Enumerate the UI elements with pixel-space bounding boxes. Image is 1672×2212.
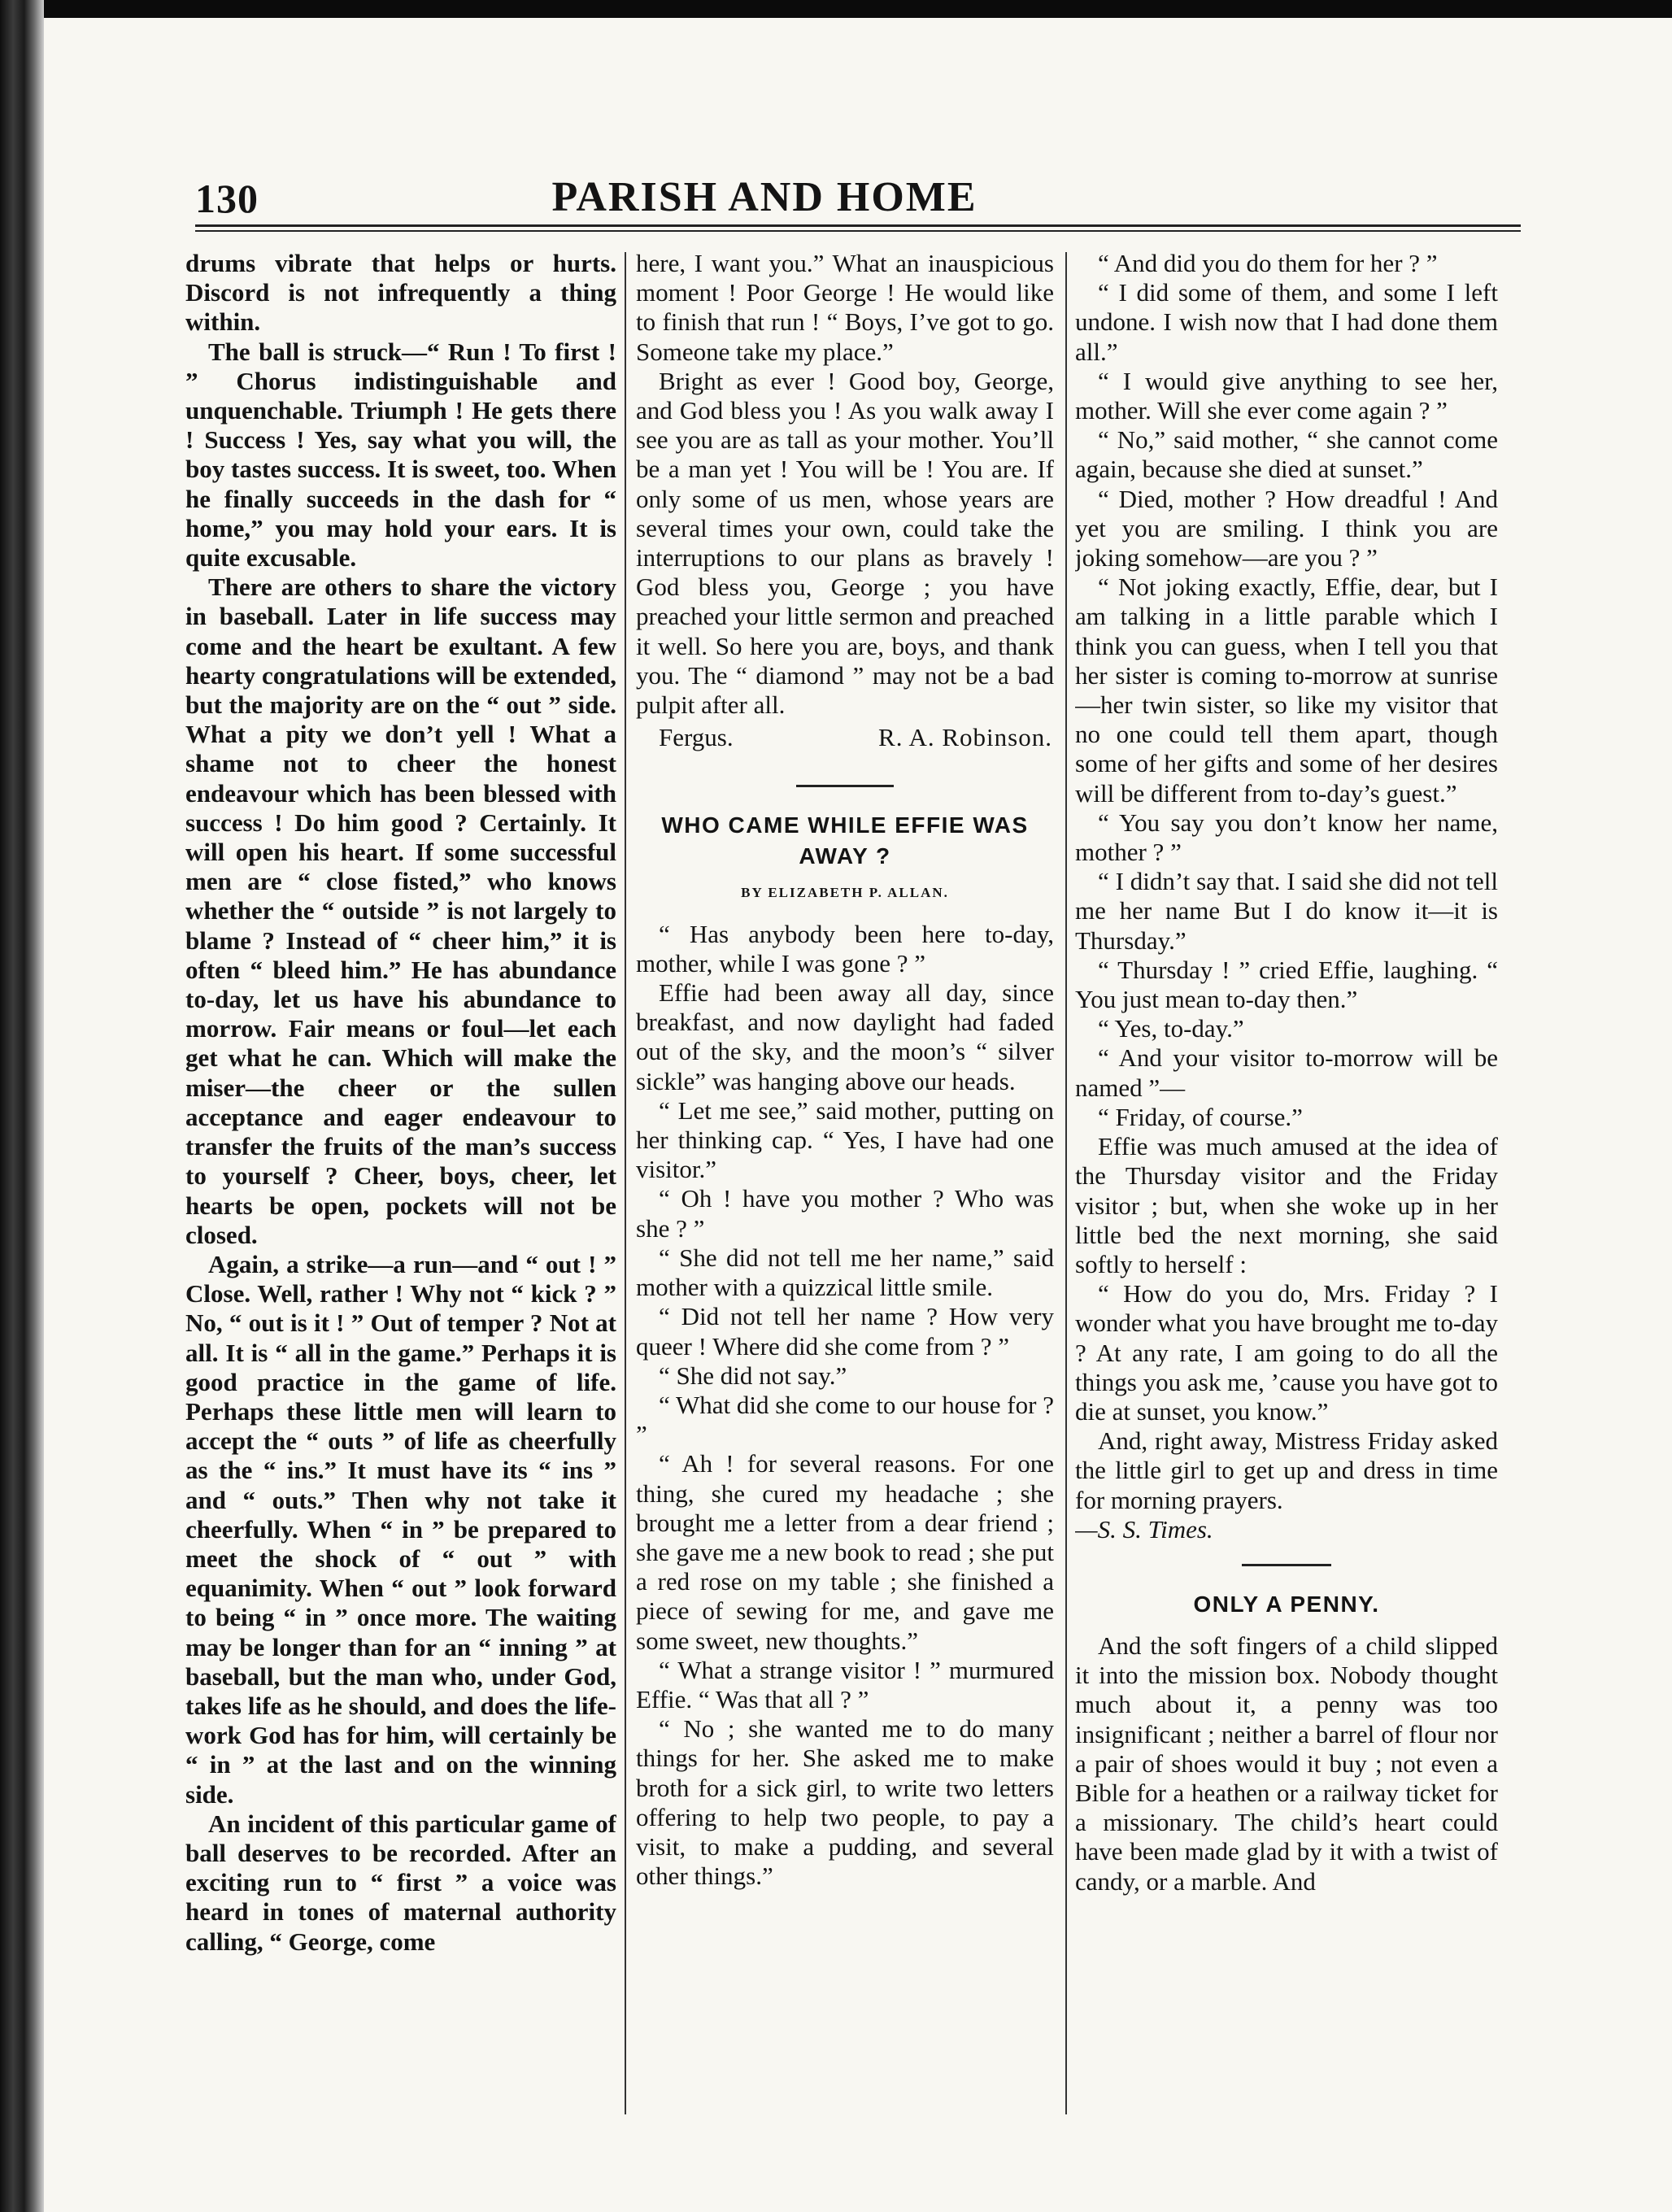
paragraph: “ Did not tell her name ? How very queer ! Where did she come from ? ” (636, 1302, 1054, 1361)
paragraph: “ I would give anything to see her, mother. Will she ever come again ? ” (1075, 366, 1498, 425)
paragraph: “ How do you do, Mrs. Friday ? I wonder what you have brought me to-day ? At any rate, I am going to do all the things you ask me, ’cause you have got to die at sunset, you know.” (1075, 1279, 1498, 1426)
page-header (195, 167, 1578, 232)
header-rule-double (195, 230, 1521, 232)
article-byline: BY ELIZABETH P. ALLAN. (741, 885, 949, 901)
paragraph: “ No ; she wanted me to do many things for her. She asked me to make broth for a sick girl, to write two letters offering to help two people, to pay a visit, to make a pudding, and several other things.” (636, 1714, 1054, 1891)
paragraph: “ Not joking exactly, Effie, dear, but I am talking in a little parable which I think you can guess, when I tell you that her sister is coming to-morrow at sunrise—her twin sister, so like my visitor that no one could tell them apart, though some of her gifts and some of her desires will be different from to-day’s guest.” (1075, 573, 1498, 808)
paragraph: Again, a strike—a run—and “ out ! ” Close. Well, rather ! Why not “ kick ? ” No, “ out is it ! ” Out of temper ? Not at all. It is “ all in the game.” Perhaps it is good practice in the game of life. Perhaps these little men will learn to accept the “ outs ” of life as cheerfully as the “ ins.” It must have its “ ins ” and “ outs.” Then why not take it cheerfully. When “ in ” be prepared to meet the shock of “ out ” with equanimity. When “ out ” look forward to being “ in ” once more. The waiting may be longer than for an “ inning ” at baseball, but the man who, under God, takes life as he should, and does the life-work God has for him, will certainly be “ in ” at the last and on the winning side. (185, 1249, 616, 1809)
paragraph: “ Ah ! for several reasons. For one thing, she cured my headache ; she brought me a letter from a dear friend ; she gave me a new book to read ; she put a red rose on my table ; she finished a piece of sewing for me, and gave me some sweet, new thoughts.” (636, 1449, 1054, 1655)
signoff-author: R. A. Robinson. (878, 723, 1052, 752)
paragraph: “ Yes, to-day.” (1098, 1014, 1244, 1043)
column-divider (1065, 252, 1067, 2114)
paragraph: here, I want you.” What an inauspicious moment ! Poor George ! He would like to finish that run ! “ Boys, I’ve got to go. Someone take my place.” (636, 249, 1054, 366)
article-signoff (636, 720, 1054, 752)
paragraph: And, right away, Mistress Friday asked the little girl to get up and dress in time for morning prayers. (1075, 1426, 1498, 1514)
paragraph: “ Has anybody been here to-day, mother, while I was gone ? ” (636, 919, 1054, 978)
paragraph: “ I didn’t say that. I said she did not tell me her name But I do know it—it is Thursday.” (1075, 867, 1498, 955)
paragraph: Bright as ever ! Good boy, George, and God bless you ! As you walk away I see you are as tall as your mother. You’ll be a man yet ! You will be ! You are. If only some of us men, whose years are several times your own, could take the interruptions to our plans as bravely ! God bless you, George ; you have preached your little sermon and preached it well. So here you are, boys, and thank you. The “ diamond ” may not be a bad pulpit after all. (636, 366, 1054, 720)
paragraph: “ I did some of them, and some I left undone. I wish now that I had done them all.” (1075, 278, 1498, 366)
section-divider (1242, 1564, 1331, 1566)
article-title: ONLY A PENNY. (1193, 1591, 1380, 1617)
column-divider (625, 252, 626, 2114)
column-2 (636, 249, 1054, 2168)
running-title: PARISH AND HOME (551, 174, 978, 220)
header-rule (195, 224, 1521, 227)
paragraph: “ Let me see,” said mother, putting on her thinking cap. “ Yes, I have had one visitor.” (636, 1095, 1054, 1184)
article-source: —S. S. Times. (1075, 1514, 1213, 1544)
article-title: WHO CAME WHILE EFFIE WAS AWAY ? (661, 812, 1029, 869)
paragraph: “ She did not say.” (659, 1361, 847, 1390)
paragraph: “ Oh ! have you mother ? Who was she ? ” (636, 1184, 1054, 1243)
paragraph: “ Thursday ! ” cried Effie, laughing. “ You just mean to-day then.” (1075, 955, 1498, 1014)
paragraph: “ What did she come to our house for ? ” (636, 1390, 1054, 1449)
paragraph: Effie had been away all day, since breakfast, and now daylight had faded out of the sky, and the moon’s “ silver sickle” was hanging above our heads. (636, 978, 1054, 1095)
paragraph: Effie was much amused at the idea of the Thursday visitor and the Friday visitor ; but, when she woke up in her little bed the next morning, she said softly to herself : (1075, 1132, 1498, 1278)
paragraph: “ And did you do them for her ? ” (1098, 249, 1438, 277)
paragraph: “ She did not tell me her name,” said mother with a quizzical little smile. (636, 1243, 1054, 1302)
signoff-place: Fergus. (659, 723, 734, 752)
paragraph: An incident of this particular game of ball deserves to be recorded. After an exciting run to “ first ” a voice was heard in tones of maternal authority calling, “ George, come (185, 1809, 616, 1956)
column-3 (1075, 249, 1498, 2168)
page-number: 130 (195, 176, 259, 221)
paragraph: “ No,” said mother, “ she cannot come again, because she died at sunset.” (1075, 425, 1498, 484)
top-border (0, 0, 1672, 18)
paragraph: “ Died, mother ? How dreadful ! And yet you are smiling. I think you are joking somehow—are you ? ” (1075, 484, 1498, 573)
section-divider (796, 785, 894, 787)
paragraph: “ And your visitor to-morrow will be named ”— (1075, 1043, 1498, 1102)
paragraph: drums vibrate that helps or hurts. Discord is not infrequently a thing within. (185, 249, 616, 337)
paragraph: The ball is struck—“ Run ! To first ! ” Chorus indistinguishable and unquenchable. Triumph ! He gets there ! Success ! Yes, say what you will, the boy tastes success. It is sweet, too. When he finally succeeds in the dash for “ home,” you may hold your ears. It is quite excusable. (185, 337, 616, 573)
paragraph: “ Friday, of course.” (1098, 1102, 1303, 1131)
column-1 (185, 249, 616, 2168)
book-spine-shadow (0, 0, 44, 2212)
paragraph: There are others to share the victory in baseball. Later in life success may come and the heart be exultant. A few hearty congratulations will be extended, but the majority are on the “ out ” side. What a pity we don’t yell ! What a shame not to cheer the honest endeavour which has been blessed with success ! Do him good ? Certainly. It will open his heart. If some successful men are “ close fisted,” who knows whether the “ outside ” is not largely to blame ? Instead of “ cheer him,” it is often “ bleed him.” He has abundance to-day, let us have his abundance to morrow. Fair means or foul—let each get what he can. Which will make the miser—the cheer or the sullen acceptance and eager endeavour to transfer the fruits of the man’s success to yourself ? Cheer, boys, cheer, let hearts be open, pockets will not be closed. (185, 573, 616, 1249)
paragraph: “ You say you don’t know her name, mother ? ” (1075, 808, 1498, 867)
paragraph: “ What a strange visitor ! ” murmured Effie. “ Was that all ? ” (636, 1655, 1054, 1713)
paragraph: And the soft fingers of a child slipped it into the mission box. Nobody thought much about it, a penny was too insignificant ; neither a barrel of flour nor a pair of shoes would it buy ; not even a Bible for a heathen or a railway ticket for a missionary. The child’s heart could have been made glad by it with a twist of candy, or a marble. And (1075, 1631, 1498, 1896)
